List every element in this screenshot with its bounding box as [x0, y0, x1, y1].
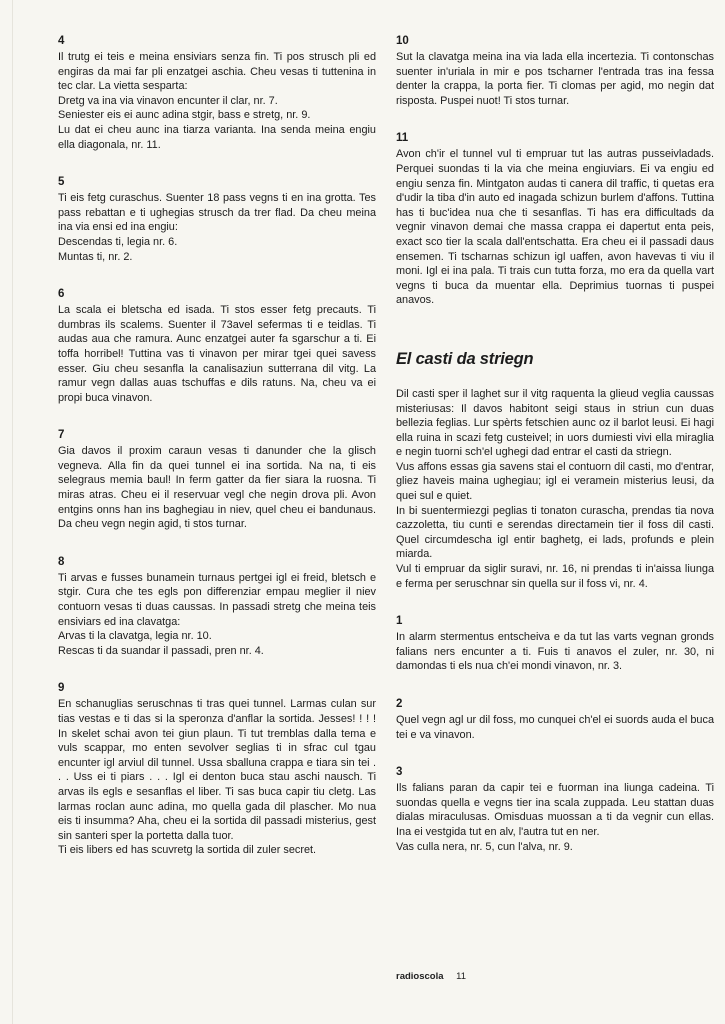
- right-column: [396, 33, 714, 876]
- section-option: Arvas ti la clavatga, legia nr. 10.: [58, 630, 212, 643]
- section-number: 3: [396, 766, 403, 779]
- story-intro: [396, 387, 714, 591]
- section-text: La scala ei bletscha ed isada. Ti stos esser fetg precauts. Ti dumbras ils scalems. Suenter il 73avel sefermas ti e teidlas. Ti audas aua che ramura. Aunc enzatgei auter fa sgarschur a ti. Ei toffa horribel! Tuttina vas ti vinavon per mirar tgei quei savess esser. Giu cheu sesanfla la canalisaziun sutterrana dil vitg. La ramur vegn dallas auas tschuffas e dils ratuns. Na, cheu va ei propi buca vinavon.: [58, 304, 376, 404]
- section-number: 10: [396, 35, 409, 47]
- section-number: 1: [396, 615, 403, 628]
- story-title: El casti da striegn: [396, 349, 534, 368]
- page-number: 11: [456, 971, 467, 982]
- section-number: 2: [396, 698, 403, 710]
- section-text: Gia davos il proxim caraun vesas ti danunder che la glisch vegneva. Alla fin da quei tunnel ei ina sortida. Na na, ti eis selegraus memia baul! In ferm gatter da fier siara la ruosna. Ti miras atras. Cheu ei il reservuar vegl che negin drova pli. Avon entgins onns han ins baghegiau in niev, quel cheu ei bandunaus. Da cheu vegn negin agid, ti stos turnar.: [58, 445, 376, 531]
- section-4: [58, 33, 376, 152]
- intro-text: Vus affons essas gia savens stai el contuorn dil casti, mo d'entrar, gliez haveis maina ughegiau; igl ei veramein misterius leusi, da quei sul e quiet.: [396, 460, 714, 503]
- story-section-2: [396, 696, 714, 742]
- section-number: 6: [58, 288, 65, 301]
- section-option: Rescas ti da suandar il passadi, pren nr. 4.: [58, 644, 264, 657]
- intro-text: Vul ti empruar da siglir suravi, nr. 16, ni prendas ti in'aissa liunga e ferma per seruschnar sin quella sur il foss vi, nr. 4.: [396, 563, 714, 590]
- section-text: Sut la clavatga meina ina via lada ella incertezia. Ti contonschas suenter in'uriala in mir e pos tscharner l'entrada tras ina fessa denter la crappa, la porta fier. Ti clomas per agid, mo negin dat risposta. Puspei nuot! Ti stos turnar.: [396, 51, 714, 107]
- section-text: Il trutg ei teis e meina ensiviars senza fin. Ti pos strusch pli ed engiras da mai far pli enzatgei aschia. Cheu vesas ti tuttenina in tec clar. La vietta sesparta:: [58, 51, 376, 93]
- section-option: Muntas ti, nr. 2.: [58, 250, 133, 263]
- section-text: Ti arvas e fusses bunamein turnaus pertgei igl ei freid, bletsch e stgir. Cura che tes egls pon differenziar empau meglier il niev contuorn vesas ti duas caussas. In passadi stretg che meina teis ensiviars ed ina clavatga:: [58, 571, 376, 628]
- section-text: In alarm stermentus entscheiva e da tut las varts vegnan gronds falians ners encunter a ti. Fuis ti anavos el zuler, nr. 30, ni damondas ti els nua ch'ei mondi vinavon, nr. 3.: [396, 631, 714, 673]
- section-text: Ils falians paran da capir tei e fuorman ina liunga cadeina. Ti suondas quella e vegns tier ina scala zuppada. Leu stattan duas dialas miraculusas. Omisduas muossan a ti da vegnir cun ellas. Ina ei vestgida tut en alv, l'autra tut en ner.: [396, 782, 714, 838]
- intro-text: Dil casti sper il laghet sur il vitg raquenta la glieud veglia caussas misteriusas: Il davos habitont seigi staus in striun cun duas bellezia feglias. Lur spèrts fetschien aunc oz il barlot leusi. Ei hagi ella ruina in scazi fetg custeivel; in uors dumiesti vivi ella miraglia e negin tuorni sch'el ughegi dad entrar el casti da striegn.: [396, 387, 714, 459]
- section-7: [58, 427, 376, 532]
- section-6: [58, 286, 376, 405]
- story-section-3: [396, 764, 714, 854]
- section-number: 9: [58, 682, 65, 695]
- section-option: Dretg va ina via vinavon encunter il clar, nr. 7.: [58, 94, 278, 107]
- section-text: En schanuglias seruschnas ti tras quei tunnel. Larmas culan sur tias vestas e ti das si la speronza d'anflar la sortida. Jesses! ! ! ! In skelet schai avon tei giun plaun. Ti tut tremblas dalla tema e vuls scappar, mo enten sevolver seglias ti in sfrac cul tgau encunter igl arviul dil tunnel. Ussa sballuna crappa e tiara sin tei . . . Uss ei ti piars . . . Igl ei denton buca stau aschi nausch. Ti arvas ils egls e sesanflas el liber. Ti sas buca capir tiu cletg. Las larmas roclan aunc adina, mo quella gada dil plascher. Mo nua eis ti insumma? Aha, cheu ei la sortida dil passadi misterius, gest sin santeri sper la portetta dalla tuor.: [58, 698, 376, 842]
- page-edge-shadow: [12, 0, 13, 1024]
- section-number: 5: [58, 176, 65, 189]
- section-option: Lu dat ei cheu aunc ina tiarza varianta. Ina senda meina engiu ella diagonala, nr. 11.: [58, 123, 376, 151]
- section-number: 7: [58, 429, 65, 442]
- section-text: Ti eis fetg curaschus. Suenter 18 pass vegns ti en ina grotta. Tes pass rebattan e ti ughegias strusch da trer flad. Da cheu meina ina via ensi ed ina engiu:: [58, 192, 376, 234]
- page-footer: [396, 971, 466, 982]
- section-text: Avon ch'ir el tunnel vul ti empruar tut las autras pusseivladads. Perquei suondas ti la via che meina engiuviars. Ei va engiu ed engiu senza fin. Mintgaton audas ti canera dil traffic, ti quetas era d'udir la tiba d'in auto ed inagada schizun burlem d'affons. Tuttina has ti buc'idea nua che ti sesanflas. Ti has era difficultads da vegnir vinavon demai che massa crappa ei dapertut enta peis, exact sco tier la scala dall'entschatta. Era cheu ei il passadi daus ensemen. Ti tscharnas schizun igl uaffen, avon havevas ti viu il moni. Igl ei ina pala. Ti trais cun tutta forza, mo era da quella vart vegns ti buca da muentar ella. Deprimius tuornas ti puspei anavos.: [396, 148, 714, 307]
- section-number: 4: [58, 35, 65, 47]
- story-section-1: [396, 613, 714, 674]
- section-option: Descendas ti, legia nr. 6.: [58, 235, 178, 248]
- publication-name: radioscola: [396, 971, 444, 982]
- section-text: Quel vegn agl ur dil foss, mo cunquei ch'el ei suords auda el buca tei e va vinavon.: [396, 714, 714, 741]
- section-option: Seniester eis ei aunc adina stgir, bass e stretg, nr. 9.: [58, 109, 311, 122]
- section-11: [396, 130, 714, 308]
- section-8: [58, 554, 376, 659]
- section-text: Ti eis libers ed has scuvretg la sortida dil zuler secret.: [58, 844, 317, 857]
- section-number: 8: [58, 555, 65, 568]
- left-column: [58, 33, 376, 880]
- section-number: 11: [396, 132, 409, 145]
- section-10: [396, 33, 714, 108]
- section-option: Vas culla nera, nr. 5, cun l'alva, nr. 9.: [396, 840, 573, 853]
- section-5: [58, 174, 376, 264]
- intro-text: In bi suentermiezgi peglias ti tonaton curascha, prendas tia nova cazzoletta, tiu cunti e serendas directamein tier il foss dil casti. Quel circumdescha igl entir baghetg, ei lads, profunds e plein miarda.: [396, 504, 714, 561]
- section-9: [58, 680, 376, 858]
